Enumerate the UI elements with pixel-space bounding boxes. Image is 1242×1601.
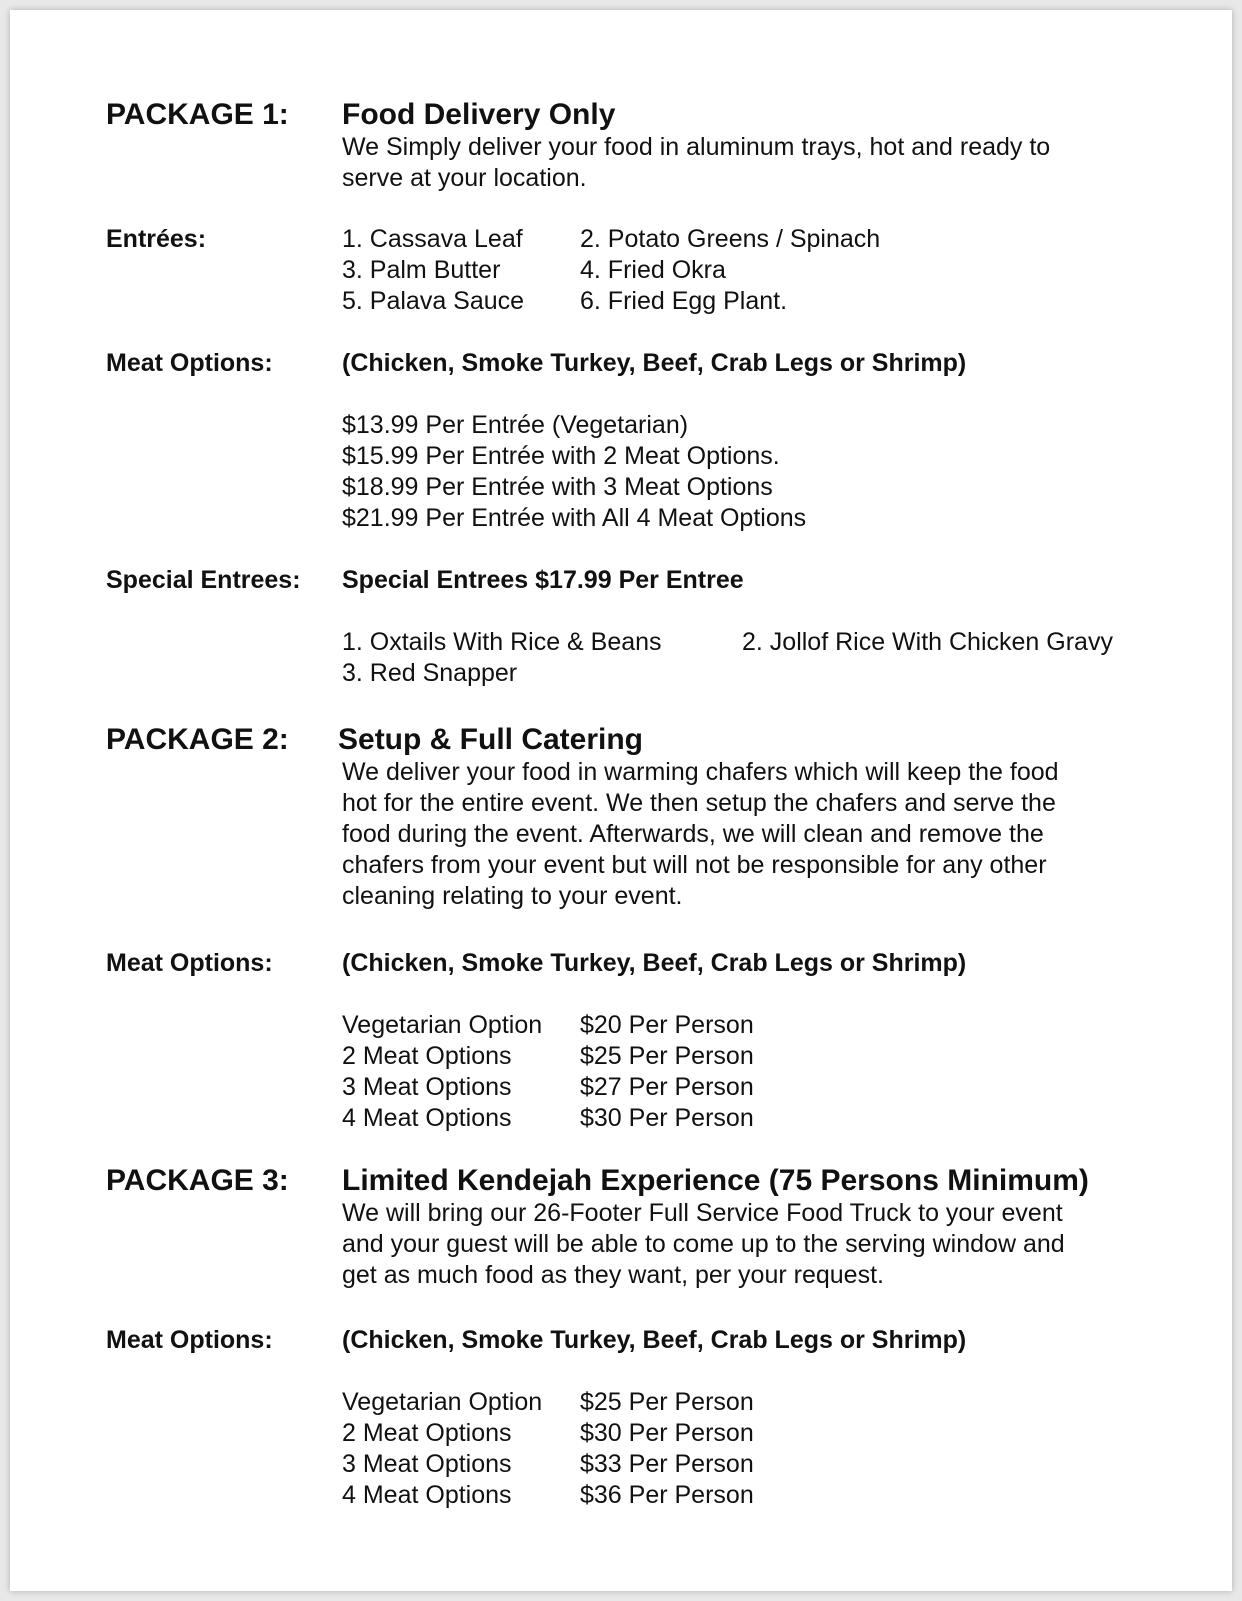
price-line: $21.99 Per Entrée with All 4 Meat Options bbox=[342, 504, 807, 532]
description-line: food during the event. Afterwards, we will clean and remove the bbox=[342, 820, 1044, 848]
description-line: chafers from your event but will not be responsible for any other bbox=[342, 851, 1047, 879]
price-line: $13.99 Per Entrée (Vegetarian) bbox=[342, 411, 689, 439]
package-2-label: PACKAGE 2: bbox=[106, 723, 289, 756]
description-line: serve at your location. bbox=[342, 164, 587, 192]
description-line: hot for the entire event. We then setup the chafers and serve the bbox=[342, 789, 1056, 817]
meat-options-label: Meat Options: bbox=[106, 1326, 273, 1354]
pricing-price: $30 Per Person bbox=[580, 1419, 754, 1447]
special-entrees-heading: Special Entrees $17.99 Per Entree bbox=[342, 566, 744, 594]
pricing-option: 2 Meat Options bbox=[342, 1419, 512, 1447]
pricing-option: 2 Meat Options bbox=[342, 1042, 512, 1070]
pricing-price: $27 Per Person bbox=[580, 1073, 754, 1101]
price-line: $15.99 Per Entrée with 2 Meat Options. bbox=[342, 442, 780, 470]
package-1-title: Food Delivery Only bbox=[342, 98, 616, 131]
entree-item: 3. Palm Butter bbox=[342, 256, 501, 284]
description-line: We will bring our 26-Footer Full Service Food Truck to your event bbox=[342, 1199, 1063, 1227]
description-line: We deliver your food in warming chafers which will keep the food bbox=[342, 758, 1059, 786]
package-3-label: PACKAGE 3: bbox=[106, 1164, 289, 1197]
entree-item: 5. Palava Sauce bbox=[342, 287, 525, 315]
package-3-title: Limited Kendejah Experience (75 Persons Minimum) bbox=[342, 1164, 1089, 1197]
package-2-title: Setup & Full Catering bbox=[338, 723, 644, 756]
entree-item: 1. Cassava Leaf bbox=[342, 225, 523, 253]
pricing-option: 3 Meat Options bbox=[342, 1073, 512, 1101]
package-1-prices bbox=[342, 410, 1142, 534]
pricing-option: 4 Meat Options bbox=[342, 1104, 512, 1132]
meat-options-label: Meat Options: bbox=[106, 949, 273, 977]
pricing-option: 4 Meat Options bbox=[342, 1481, 512, 1509]
description-line: and your guest will be able to come up to the serving window and bbox=[342, 1230, 1065, 1258]
meat-options-list: (Chicken, Smoke Turkey, Beef, Crab Legs or Shrimp) bbox=[342, 1326, 967, 1354]
pricing-option: Vegetarian Option bbox=[342, 1388, 543, 1416]
pricing-price: $25 Per Person bbox=[580, 1042, 754, 1070]
package-3-description bbox=[342, 1198, 1142, 1291]
special-entrees-label: Special Entrees: bbox=[106, 566, 301, 594]
description-line: get as much food as they want, per your request. bbox=[342, 1261, 884, 1289]
pricing-price: $30 Per Person bbox=[580, 1104, 754, 1132]
entree-item: 6. Fried Egg Plant. bbox=[580, 287, 788, 315]
entree-item: 4. Fried Okra bbox=[580, 256, 726, 284]
meat-options-list: (Chicken, Smoke Turkey, Beef, Crab Legs or Shrimp) bbox=[342, 949, 967, 977]
document-page bbox=[10, 10, 1232, 1591]
description-line: cleaning relating to your event. bbox=[342, 882, 683, 910]
package-2-description bbox=[342, 757, 1142, 912]
description-line: We Simply deliver your food in aluminum trays, hot and ready to bbox=[342, 133, 1051, 161]
entrees-label: Entrées: bbox=[106, 225, 207, 253]
pricing-option: 3 Meat Options bbox=[342, 1450, 512, 1478]
pricing-price: $33 Per Person bbox=[580, 1450, 754, 1478]
package-1-description bbox=[342, 132, 1142, 194]
price-line: $18.99 Per Entrée with 3 Meat Options bbox=[342, 473, 773, 501]
special-entree-item: 3. Red Snapper bbox=[342, 659, 518, 687]
special-entree-item: 2. Jollof Rice With Chicken Gravy bbox=[742, 628, 1113, 656]
pricing-price: $20 Per Person bbox=[580, 1011, 754, 1039]
package-1-label: PACKAGE 1: bbox=[106, 98, 289, 131]
meat-options-label: Meat Options: bbox=[106, 349, 273, 377]
pricing-price: $36 Per Person bbox=[580, 1481, 754, 1509]
pricing-option: Vegetarian Option bbox=[342, 1011, 543, 1039]
meat-options-list: (Chicken, Smoke Turkey, Beef, Crab Legs or Shrimp) bbox=[342, 349, 967, 377]
entree-item: 2. Potato Greens / Spinach bbox=[580, 225, 881, 253]
special-entree-item: 1. Oxtails With Rice & Beans bbox=[342, 628, 662, 656]
pricing-price: $25 Per Person bbox=[580, 1388, 754, 1416]
